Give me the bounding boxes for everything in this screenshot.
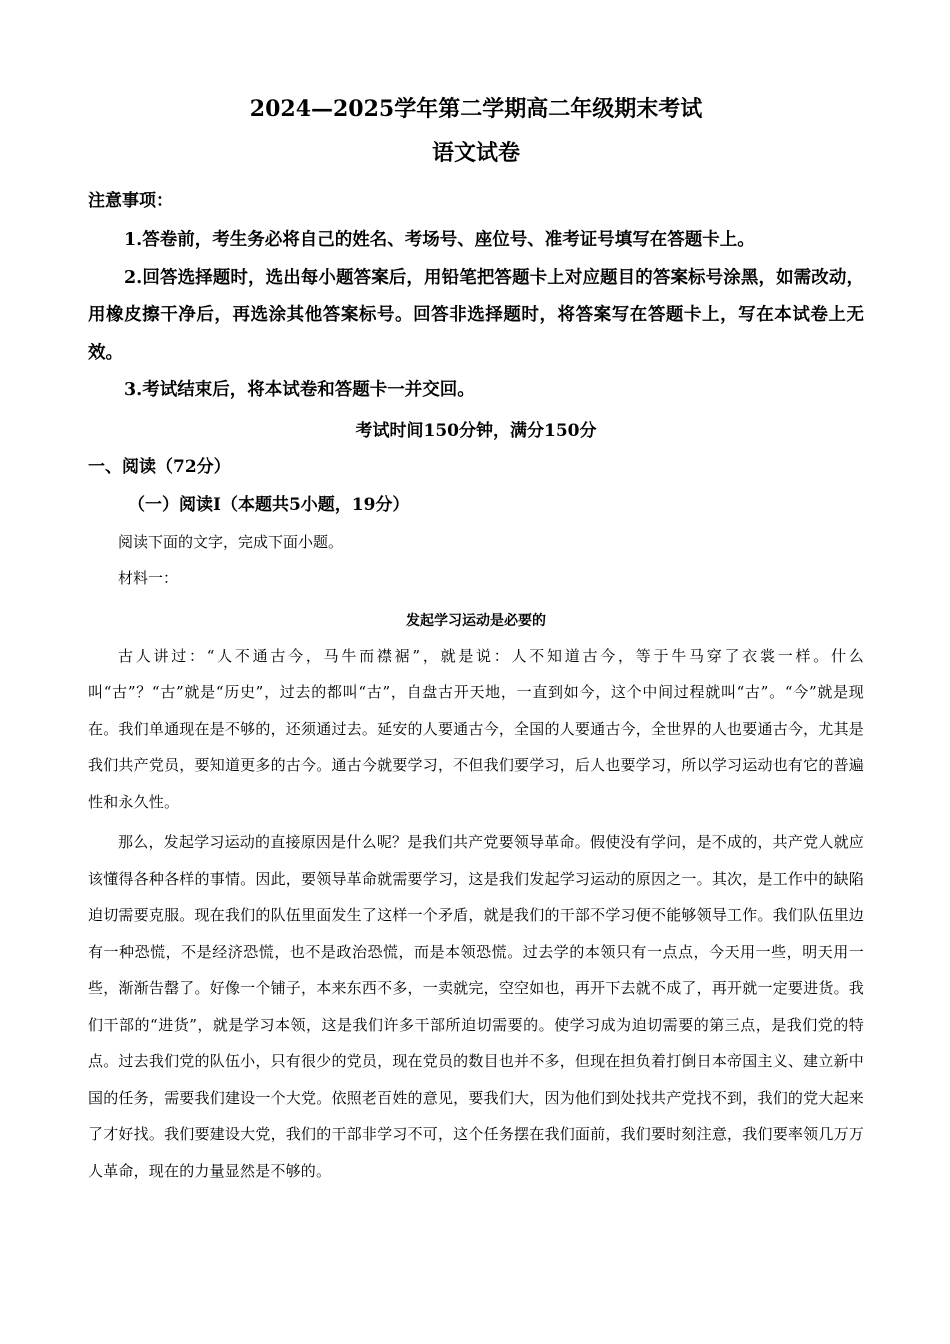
notice-item-2: 2.回答选择题时，选出每小题答案后，用铅笔把答题卡上对应题目的答案标号涂黑，如需改动，用橡皮擦干净后，再选涂其他答案标号。回答非选择题时，将答案写在答题卡上，写在本试卷上无效。 <box>88 267 864 363</box>
material-label: 材料一： <box>118 568 179 587</box>
section-heading: 一、阅读（72分） <box>88 456 231 477</box>
exam-subtitle: 语文试卷 <box>431 140 520 166</box>
notice-heading: 注意事项： <box>88 191 173 211</box>
subsection-heading: （一）阅读Ⅰ（本题共5小题，19分） <box>128 494 410 515</box>
notice-item-1: 1.答卷前，考生务必将自己的姓名、考场号、座位号、准考证号填写在答题卡上。 <box>124 230 755 250</box>
article-paragraph-2: 那么，发起学习运动的直接原因是什么呢？是我们共产党要领导革命。假使没有学问，是不成的，共产党人就应该懂得各种各样的事情。因此，要领导革命就需要学习，这是我们发起学习运动的原因之一。其次，是工作中的缺陷迫切需要克服。现在我们的队伍里面发生了这样一个矛盾，就是我们的干部不学习便不能够领导工作。我们队伍里边有一种恐慌，不是经济恐慌，也不是政治恐慌，而是本领恐慌。过去学的本领只有一点点，今天用一些，明天用一些，渐渐告罄了。好像一个铺子，本来东西不多，一卖就完，空空如也，再开下去就不成了，再开就一定要进货。我们干部的“进货”，就是学习本领，这是我们许多干部所迫切需要的。使学习成为迫切需要的第三点，是我们党的特点。过去我们党的队伍小，只有很少的党员，现在党员的数目也并不多，但现在担负着打倒日本帝国主义、建立新中国的任务，需要我们建设一个大党。依照老百姓的意见，要我们大，因为他们到处找共产党找不到，我们的党大起来了才好找。我们要建设大党，我们的干部非学习不可，这个任务摆在我们面前，我们要时刻注意，我们要率领几万万人革命，现在的力量显然是不够的。 <box>88 833 864 1180</box>
notice-item-3: 3.考试结束后，将本试卷和答题卡一并交回。 <box>124 380 475 400</box>
exam-page <box>88 92 864 1189</box>
article-title: 发起学习运动是必要的 <box>406 612 546 629</box>
reading-instruction: 阅读下面的文字，完成下面小题。 <box>118 532 344 551</box>
exam-title: 2024—2025学年第二学期高二年级期末考试 <box>249 96 703 122</box>
exam-time: 考试时间150分钟，满分150分 <box>355 420 597 441</box>
article-paragraph-1: 古人讲过：“人不通古今，马牛而襟裾”，就是说：人不知道古今，等于牛马穿了衣裳一样。什么叫“古”？“古”就是“历史”，过去的都叫“古”，自盘古开天地，一直到如今，这个中间过程就叫“古”。“今”就是现在。我们单通现在是不够的，还须通过去。延安的人要通古今，全国的人要通古今，全世界的人也要通古今，尤其是我们共产党员，要知道更多的古今。通古今就要学习，不但我们要学习，后人也要学习，所以学习运动也有它的普遍性和永久性。 <box>88 646 864 811</box>
